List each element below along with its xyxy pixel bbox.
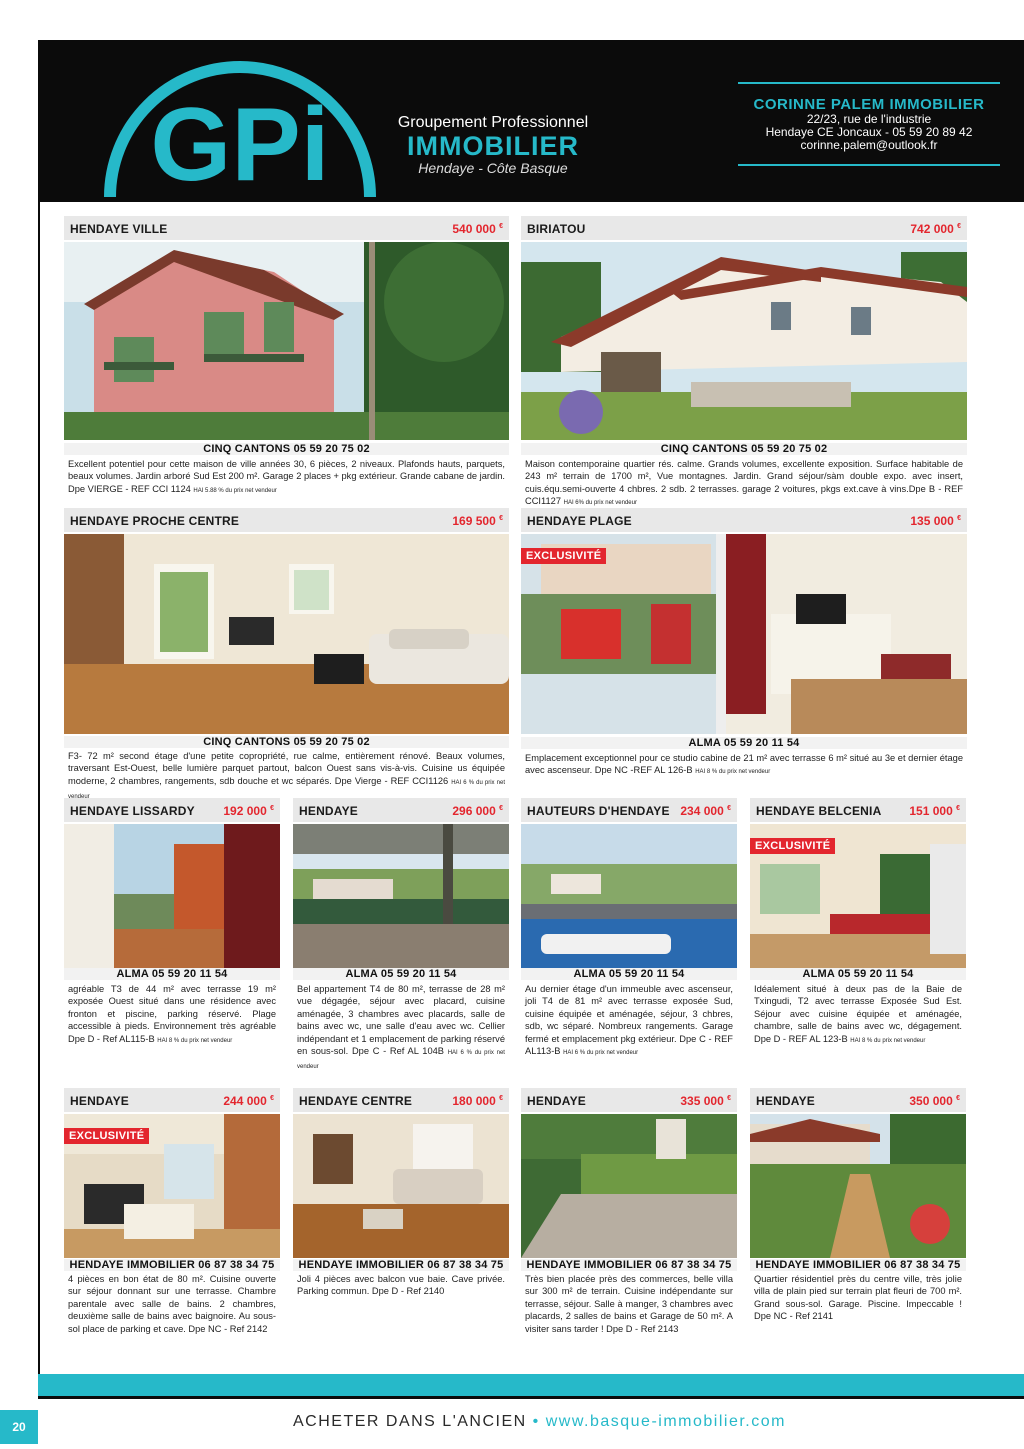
listing-title-bar [521, 798, 737, 822]
listing-location: HENDAYE [527, 1094, 586, 1108]
listing-card[interactable] [293, 1088, 509, 1358]
listing-location: HENDAYE PROCHE CENTRE [70, 514, 240, 528]
listing-location: HENDAYE CENTRE [299, 1094, 413, 1108]
listing-location: HENDAYE VILLE [70, 222, 168, 236]
property-photo[interactable] [521, 824, 737, 968]
agency-contact: ALMA 05 59 20 11 54 [521, 737, 967, 749]
listing-location: HENDAYE [756, 1094, 815, 1108]
listing-card[interactable] [521, 508, 967, 790]
listing-card[interactable] [750, 1088, 966, 1358]
listing-description: agréable T3 de 44 m² avec terrasse 19 m² exposée Ouest situé dans une résidence avec fronton et piscine, parking réservé. Plage accessible à pieds. Environnement très agréable Dpe D - Ref AL115-B HAI 8 % du prix net vendeur [68, 984, 276, 1044]
listing-card[interactable] [64, 798, 280, 1063]
page-number: 20 [0, 1410, 38, 1444]
agency-contact: HENDAYE IMMOBILIER 06 87 38 34 75 [750, 1259, 966, 1271]
agency-address2: Hendaye CE Joncaux - 05 59 20 89 42 [765, 125, 973, 139]
agency-contact: ALMA 05 59 20 11 54 [521, 968, 737, 980]
agency-name: CORINNE PALEM IMMOBILIER [753, 96, 985, 113]
property-photo[interactable] [64, 534, 509, 734]
agency-contact: ALMA 05 59 20 11 54 [293, 968, 509, 980]
listing-description: Au dernier étage d'un immeuble avec ascenseur, joli T4 de 81 m² avec terrasse exposée Sud, cuisine équipée et aménagée, séjour, 3 chbres, sdb, wc séparé. Nombreux rangements. Garage fermé et emplacement pkg extérieur. Dpe C - REF AL113-B HAI 6 % du prix net vendeur [525, 984, 733, 1057]
listing-title-bar [64, 216, 509, 240]
property-photo[interactable] [293, 1114, 509, 1258]
property-photo[interactable] [64, 1114, 280, 1258]
exclusivity-badge: EXCLUSIVITÉ [521, 548, 606, 564]
property-photo[interactable] [750, 824, 966, 968]
agency-email[interactable]: corinne.palem@outlook.fr [800, 138, 938, 152]
listing-location: HENDAYE LISSARDY [70, 804, 195, 818]
listing-price: 192 000 € [223, 804, 274, 818]
listing-description: Joli 4 pièces avec balcon vue baie. Cave privée. Parking commun. Dpe D - Ref 2140 [297, 1274, 505, 1297]
listing-price: 296 000 € [452, 804, 503, 818]
listing-price: 151 000 € [909, 804, 960, 818]
listing-price: 540 000 € [452, 222, 503, 236]
separator: • [532, 1413, 540, 1430]
listing-price: 742 000 € [910, 222, 961, 236]
exclusivity-badge: EXCLUSIVITÉ [750, 838, 835, 854]
listing-card[interactable] [64, 216, 509, 498]
listing-description: 4 pièces en bon état de 80 m². Cuisine ouverte sur séjour donnant sur une terrasse. Chambre parentale avec salle de bains. 2 chambres, deuxième salle de bains avec baignoire. Au sous-sol place de parking et cave. Dpe NC - Ref 2142 [68, 1274, 276, 1334]
listing-title-bar [64, 1088, 280, 1112]
agency-contact: CINQ CANTONS 05 59 20 75 02 [64, 736, 509, 748]
agency-contact: HENDAYE IMMOBILIER 06 87 38 34 75 [521, 1259, 737, 1271]
fee-note: HAI 6% du prix net vendeur [563, 500, 637, 507]
listing-location: HAUTEURS D'HENDAYE [527, 804, 670, 818]
agency-block [738, 82, 1000, 166]
listing-location: HENDAYE PLAGE [527, 514, 632, 528]
fee-note: HAI 8 % du prix net vendeur [850, 1037, 926, 1044]
property-photo[interactable] [64, 824, 280, 968]
listing-card[interactable] [750, 798, 966, 1063]
page-header [38, 40, 1024, 202]
fee-note: HAI 8 % du prix net vendeur [157, 1037, 233, 1044]
listing-title-bar [293, 1088, 509, 1112]
listing-description: Bel appartement T4 de 80 m², terrasse de 28 m² vue dégagée, séjour avec placard, cuisine aménagée, 3 chambres avec placards, salle de bains avec wc, une salle d'eau avec wc. Cellier indépendant et 1 emplacement de parking réservé en sous-sol. Dpe C - Ref AL 104B HAI 6 % du prix net vendeur [297, 984, 505, 1071]
listing-description: Maison contemporaine quartier rés. calme. Grands volumes, excellente exposition. Surface habitable de 243 m² terrain de 1700 m², Vue montagnes. Jardin. Grand séjour/sàm double expo. avec insert, cuis.équ.semi-ouverte 4 chbres. 2 sdb. 2 terrasses. garage 2 voitures, pkgs ext.cave à vins.Dpe B - REF CCI1127 HAI 6% du prix net vendeur [525, 459, 963, 507]
fee-note: HAI 5.88 % du prix net vendeur [193, 487, 277, 494]
listing-card[interactable] [64, 1088, 280, 1358]
fee-note: HAI 6 % du prix net vendeur [563, 1050, 639, 1057]
fee-note: HAI 6 % du prix net [451, 779, 505, 786]
section-title: ACHETER DANS L'ANCIEN [293, 1413, 527, 1430]
listing-location: HENDAYE BELCENIA [756, 804, 882, 818]
listing-title-bar [521, 1088, 737, 1112]
listing-description: F3- 72 m² second étage d'une petite copropriété, rue calme, entièrement rénové. Beaux volumes, traversant Est-Ouest, belle lumière parquet partout, balcon Ouest sans vis-à-vis. Cuisine us équipée moderne, 2 chambres, rangements, sdb douche et wc séparés. Dpe Vierge - REF CCI1126 HAI 6 % du prix net [68, 750, 505, 804]
agency-contact: HENDAYE IMMOBILIER 06 87 38 34 75 [293, 1259, 509, 1271]
listing-price: 180 000 € [452, 1094, 503, 1108]
listing-location: HENDAYE [299, 804, 358, 818]
listing-location: HENDAYE [70, 1094, 129, 1108]
listing-description: Idéalement situé à deux pas de la Baie de Txingudi, T2 avec terrasse Exposée Sud Est. Séjour avec cuisine équipée et aménagée, chambre, salle de bains avec wc, dégagement. Dpe D - REF AL 123-B HAI 8 % du prix net vendeur [754, 984, 962, 1044]
listing-price: 169 500 € [452, 514, 503, 528]
listing-title-bar [521, 508, 967, 532]
organization-title [383, 114, 603, 176]
agency-contact: CINQ CANTONS 05 59 20 75 02 [64, 443, 509, 455]
footer-divider [38, 1396, 1024, 1399]
gpi-logo [90, 52, 390, 202]
website-link[interactable]: www.basque-immobilier.com [545, 1413, 786, 1430]
listing-card[interactable] [293, 798, 509, 1071]
listing-title-bar [521, 216, 967, 240]
property-photo[interactable] [521, 534, 967, 734]
listing-description: Emplacement exceptionnel pour ce studio cabine de 21 m² avec terrasse 6 m² situé au 3e et dernier étage avec ascenseur. Dpe NC -REF AL 126-B HAI 8 % du prix net vendeur [525, 753, 963, 776]
listing-price: 350 000 € [909, 1094, 960, 1108]
listing-card[interactable] [521, 216, 967, 507]
agency-contact: HENDAYE IMMOBILIER 06 87 38 34 75 [64, 1259, 280, 1271]
exclusivity-badge: EXCLUSIVITÉ [64, 1128, 149, 1144]
page-left-border [38, 200, 40, 1398]
listing-price: 135 000 € [910, 514, 961, 528]
listing-price: 234 000 € [680, 804, 731, 818]
listing-location: BIRIATOU [527, 222, 586, 236]
listing-title-bar [750, 1088, 966, 1112]
property-photo[interactable] [521, 242, 967, 440]
agency-contact: ALMA 05 59 20 11 54 [750, 968, 966, 980]
listing-card[interactable] [521, 1088, 737, 1358]
property-photo[interactable] [750, 1114, 966, 1258]
property-photo[interactable] [64, 242, 509, 440]
listing-title-bar [64, 508, 509, 532]
listing-card[interactable] [521, 798, 737, 1063]
agency-address1: 22/23, rue de l'industrie [806, 112, 932, 126]
listing-price: 244 000 € [223, 1094, 274, 1108]
listing-description: Quartier résidentiel près du centre ville, très jolie villa de plain pied sur terrain plat fleuri de 700 m². Grand sous-sol. Garage. Piscine. Impeccable ! Dpe NC - Ref 2141 [754, 1274, 962, 1322]
listing-description: Excellent potentiel pour cette maison de ville années 30, 6 pièces, 2 niveaux. Plafonds hauts, parquets, beaux volumes. Jardin arboré Sud Est 200 m². Garage 2 places + pkg extérieur. Grande cabane de jardin. Dpe VIERGE - REF CCI 1124 HAI 5.88 % du prix net vendeur [68, 459, 505, 494]
listing-title-bar [293, 798, 509, 822]
listing-card[interactable] [64, 508, 509, 790]
property-photo[interactable] [293, 824, 509, 968]
footer-band [38, 1374, 1024, 1396]
listing-price: 335 000 € [680, 1094, 731, 1108]
listing-description: Très bien placée près des commerces, belle villa sur 300 m² de terrain. Cuisine indépendante sur terrasse, séjour. Salle à manger, 3 chambres avec placards, 2 salles de bains et Garage de 50 m². A visiter sans tarder ! Dpe D - Ref 2143 [525, 1274, 733, 1334]
listing-title-bar [64, 798, 280, 822]
footer-text [293, 1413, 786, 1431]
fee-note: HAI 8 % du prix net vendeur [695, 769, 771, 776]
logo-text: GPi [150, 87, 330, 202]
property-photo[interactable] [521, 1114, 737, 1258]
agency-contact: ALMA 05 59 20 11 54 [64, 968, 280, 980]
agency-contact: CINQ CANTONS 05 59 20 75 02 [521, 443, 967, 455]
listing-title-bar [750, 798, 966, 822]
org-name-line2: IMMOBILIER [407, 131, 579, 161]
org-location: Hendaye - Côte Basque [418, 160, 568, 176]
fee-note: HAI 6 % du prix net vendeur [297, 1050, 505, 1071]
org-name-line1: Groupement Professionnel [397, 114, 589, 131]
